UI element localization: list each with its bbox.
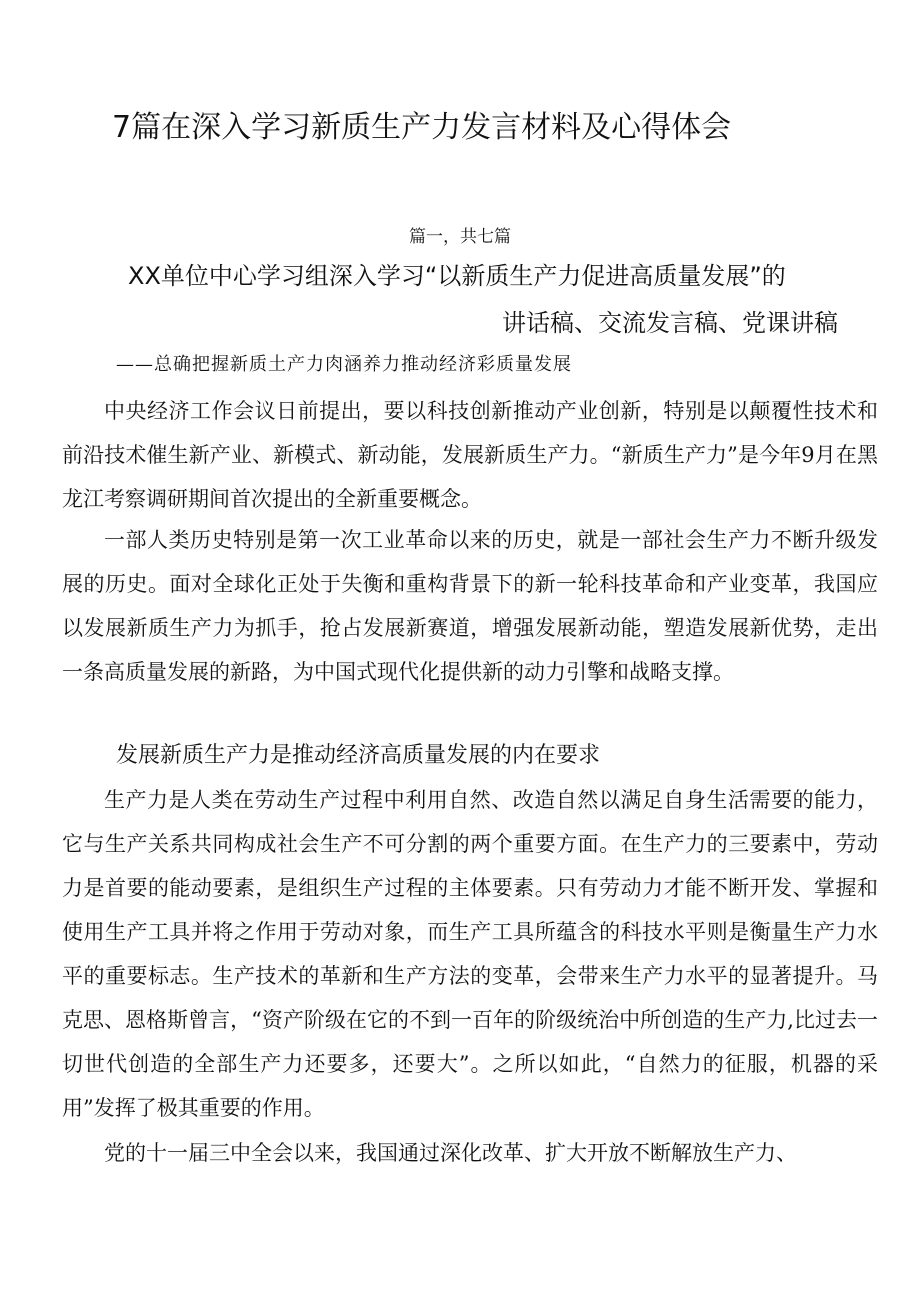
paragraph: 一部人类历史特别是第一次工业革命以来的历史，就是一部社会生产力不断升级发展的历史。面对全球化正处于失衡和重构背景下的新一轮科技革命和产业变革，我国应以发展新质生产力为抓手，抢占发展新赛道，增强发展新动能，塑造发展新优势，走出一条高质量发展的新路，为中国式现代化提供新的动力引擎和战略支撑。 — [62, 528, 878, 684]
article-heading-line-2: 讲话稿、交流发言稿、党课讲稿 — [502, 309, 838, 337]
article-subtitle: ——总确把握新质土产力肉涵养力推动经济彩质量发展 — [116, 354, 572, 375]
part-label: 篇一，共七篇 — [409, 227, 511, 247]
article-heading-line-1: XX单位中心学习组深入学习“以新质生产力促进高质量发展”的 — [128, 262, 786, 290]
paragraph: 生产力是人类在劳动生产过程中利用自然、改造自然以满足自身生活需要的能力，它与生产关系共同构成社会生产不可分割的两个重要方面。在生产力的三要素中，劳动力是首要的能动要素，是组织生产过程的主体要素。只有劳动力才能不断开发、掌握和使用生产工具并将之作用于劳动对象，而生产工具所蕴含的科技水平则是衡量生产力水平的重要标志。生产技术的革新和生产方法的变革，会带来生产力水平的显著提升。马克思、恩格斯曾言，“资产阶级在它的不到一百年的阶级统治中所创造的生产力,比过去一切世代创造的全部生产力还要多，还要大”。之所以如此，“自然力的征服，机器的采用”发挥了极其重要的作用。 — [62, 788, 878, 1120]
section-heading: 发展新质生产力是推动经济高质量发展的内在要求 — [116, 743, 601, 768]
paragraph: 中央经济工作会议日前提出，要以科技创新推动产业创新，特别是以颠覆性技术和前沿技术催生新产业、新模式、新动能，发展新质生产力。“新质生产力”是今年9月在黑龙江考察调研期间首次提出的全新重要概念。 — [62, 399, 878, 511]
paragraph: 党的十一届三中全会以来，我国通过深化改革、扩大开放不断解放生产力、 — [104, 1141, 797, 1165]
document-title: 7篇在深入学习新质生产力发言材料及心得体会 — [112, 110, 732, 145]
